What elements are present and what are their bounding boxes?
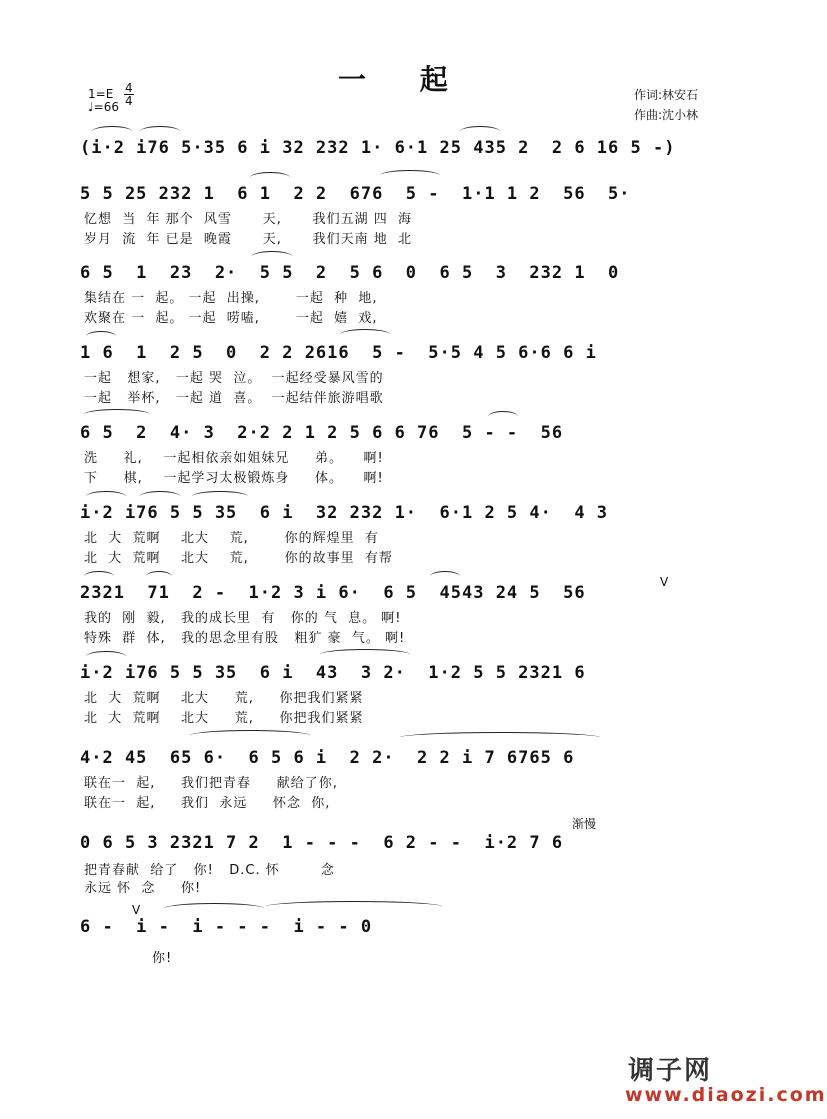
watermark-url: www.diaozi.com [625, 1084, 827, 1106]
slur [190, 730, 310, 741]
time-sig-top: 4 [125, 81, 133, 95]
notes-line: 6 5 2 4· 3 2·2 2 1 2 5 6 6 76 5 - - 56 [80, 423, 564, 443]
lyrics-verse-1: 忆想 当 年 那个 风雪 天, 我们五湖 四 海 [84, 212, 413, 227]
slur [84, 409, 150, 420]
slur [92, 126, 132, 137]
notes-line: 0 6 5 3 2321 7 2 1 - - - 6 2 - - i·2 7 6 [80, 833, 564, 853]
lyrics-verse-2: 一起 举杯, 一起 道 喜。 一起结伴旅游唱歌 [84, 391, 384, 406]
lyrics-verse-1: 你! [152, 951, 173, 966]
lyrics-verse-2: 北 大 荒啊 北大 荒, 你的故事里 有帮 [84, 551, 393, 566]
slur [488, 411, 518, 422]
lyrics-verse-2: 下 棋, 一起学习太极锻炼身 体。 啊! [84, 471, 384, 486]
notes-line: 6 - i - i - - - i - - 0 [80, 917, 373, 937]
slur [86, 331, 116, 342]
notes-line: 2321 71 2 - 1·2 3 i 6· 6 5 4543 24 5 56 [80, 583, 586, 603]
slur [86, 651, 126, 662]
slur [340, 329, 390, 340]
tempo-label: ♩=66 [88, 100, 119, 114]
slur [320, 649, 410, 660]
lyrics-verse-1: 北 大 荒啊 北大 荒, 你的辉煌里 有 [84, 531, 379, 546]
slur [266, 901, 442, 912]
lyrics-verse-2: 永远 怀 念 你! [84, 881, 202, 896]
slur [84, 571, 114, 582]
lyrics-verse-2: 特殊 群 体, 我的思念里有股 粗犷 豪 气。 啊! [84, 631, 406, 646]
time-signature [124, 82, 134, 107]
slur [430, 571, 460, 582]
lyricist-credit: 作词:林安石 [634, 88, 699, 102]
lyrics-verse-1: 集结在 一 起。 一起 出操, 一起 种 地, [84, 291, 378, 306]
slur [400, 732, 600, 743]
lyrics-verse-2: 欢聚在 一 起。 一起 唠嗑, 一起 嬉 戏, [84, 311, 378, 326]
lyrics-verse-2: 北 大 荒啊 北大 荒, 你把我们紧紧 [84, 711, 364, 726]
time-sig-bottom: 4 [125, 94, 133, 108]
notes-line: i·2 i76 5 5 35 6 i 32 232 1· 6·1 2 5 4· 4 3 [80, 503, 609, 523]
breath-mark: V [132, 903, 141, 917]
slur [140, 126, 180, 137]
notes-line: 4·2 45 65 6· 6 5 6 i 2 2· 2 2 i 7 6765 6 [80, 748, 575, 768]
lyrics-verse-2: 联在一 起, 我们 永远 怀念 你, [84, 796, 331, 811]
key-label: 1=E [88, 87, 114, 101]
notes-line: 1 6 1 2 5 0 2 2 2616 5 - 5·5 4 5 6·6 6 i [80, 343, 597, 363]
notes-line: (i·2 i76 5·35 6 i 32 232 1· 6·1 25 435 2 2 6 16 5 -) [80, 138, 676, 158]
lyrics-verse-1: 一起 想家, 一起 哭 泣。 一起经受暴风雪的 [84, 371, 384, 386]
slur [252, 251, 292, 262]
notes-line: 6 5 1 23 2· 5 5 2 5 6 0 6 5 3 232 1 0 [80, 263, 620, 283]
lyrics-verse-1: 把青春献 给了 你! D.C. 怀 念 [84, 863, 335, 878]
slur [192, 491, 248, 502]
lyrics-verse-1: 北 大 荒啊 北大 荒, 你把我们紧紧 [84, 691, 364, 706]
slur [164, 903, 264, 914]
lyrics-verse-1: 洗 礼, 一起相依亲如姐妹兄 弟。 啊! [84, 451, 384, 466]
slur [380, 170, 440, 181]
lyrics-verse-1: 联在一 起, 我们把青春 献给了你, [84, 776, 338, 791]
slur [146, 571, 172, 582]
slur [86, 491, 126, 502]
ritardando-mark: 渐慢 [572, 817, 597, 831]
song-title: 一 起 [338, 63, 470, 96]
composer-credit: 作曲:沈小林 [634, 108, 699, 122]
lyrics-verse-1: 我的 刚 毅, 我的成长里 有 你的 气 息。 啊! [84, 611, 402, 626]
breath-mark: V [660, 575, 669, 589]
slur [140, 491, 180, 502]
lyrics-verse-2: 岁月 流 年 已是 晚霞 天, 我们天南 地 北 [84, 232, 413, 247]
slur [460, 126, 500, 137]
slur [250, 172, 290, 183]
notes-line: i·2 i76 5 5 35 6 i 43 3 2· 1·2 5 5 2321 6 [80, 663, 586, 683]
notes-line: 5 5 25 232 1 6 1 2 2 676 5 - 1·1 1 2 56 5· [80, 184, 631, 204]
watermark-logo: 调子网 [628, 1056, 713, 1086]
key-signature [88, 81, 133, 114]
